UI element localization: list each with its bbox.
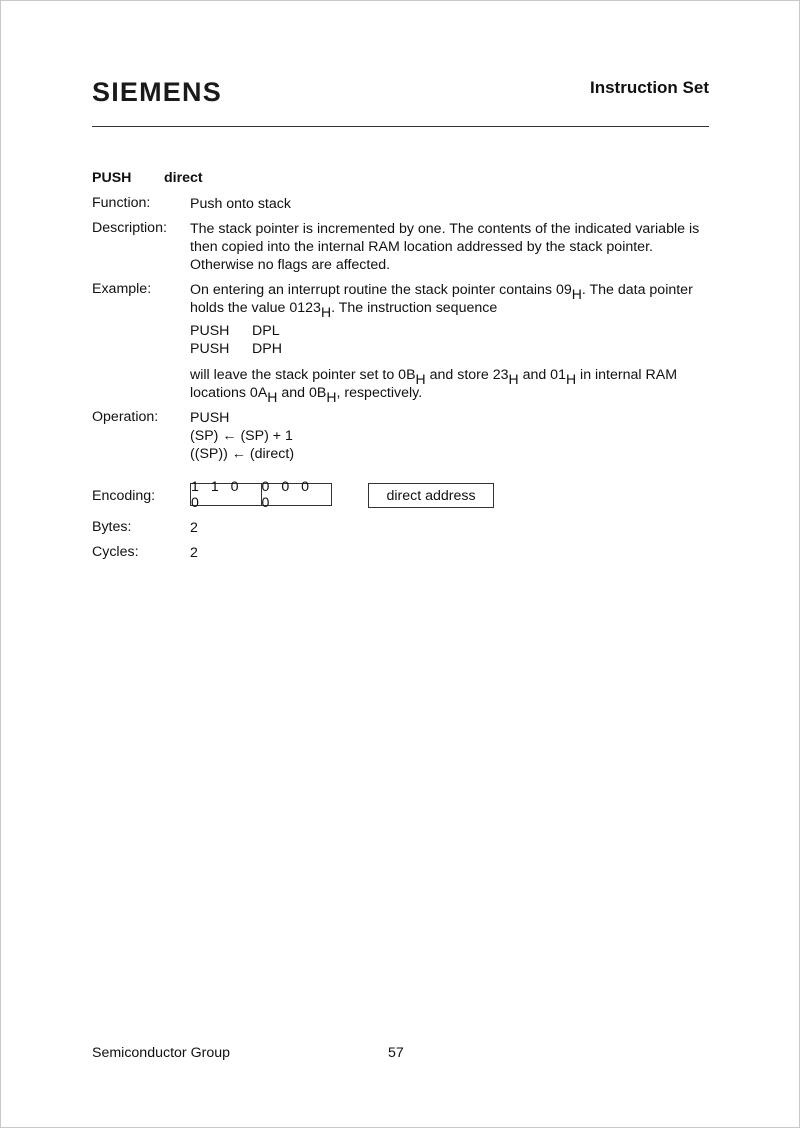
function-text: Push onto stack (190, 196, 291, 212)
encoding-label: Encoding: (92, 488, 156, 504)
header-divider (92, 126, 709, 127)
code-operand: DPH (252, 341, 282, 357)
example-intro (190, 281, 693, 320)
operation-line: ((SP)) ← (direct) (190, 446, 295, 462)
operation-line: (SP) ← (SP) + 1 (190, 428, 293, 444)
instruction-operand: direct (164, 170, 203, 186)
description-label: Description: (92, 220, 167, 236)
bytes-value: 2 (190, 520, 198, 536)
direct-address-box: direct address (368, 483, 494, 508)
example-intro-line: On entering an interrupt routine the stack pointer contains $09_H$. The data pointer (190, 282, 693, 302)
description-line: Otherwise no flags are affected. (190, 257, 391, 273)
code-line (190, 341, 282, 357)
footer-group-name: Semiconductor Group (92, 1045, 231, 1061)
description-line: then copied into the internal RAM location addressed by the stack pointer. (190, 239, 653, 255)
siemens-logo: SIEMENS (92, 77, 222, 107)
opcode-low-nibble: 0 0 0 0 (261, 484, 332, 505)
instruction-heading (92, 170, 203, 186)
code-mnemonic: PUSH (190, 341, 230, 357)
code-line (190, 323, 280, 339)
example-result-line: will leave the stack pointer set to $0B_H$ and store $23_H$ and $01_H$ in internal RAM (190, 367, 678, 387)
code-operand: DPL (252, 323, 280, 339)
example-label: Example: (92, 281, 152, 297)
cycles-value: 2 (190, 545, 198, 561)
example-intro-line: holds the value $0123_H$. The instruction sequence (190, 300, 498, 320)
operation-label: Operation: (92, 409, 159, 425)
section-title: Instruction Set (589, 78, 709, 97)
operation-line: PUSH (190, 410, 230, 426)
bytes-label: Bytes: (92, 519, 132, 535)
description-text (190, 220, 699, 274)
example-result-line: locations $0A_H$ and $0B_H$, respectively. (190, 385, 423, 405)
description-line: The stack pointer is incremented by one. The contents of the indicated variable is (190, 221, 700, 237)
cycles-label: Cycles: (92, 544, 139, 560)
operation-steps (190, 409, 294, 463)
opcode-high-nibble: 1 1 0 0 (191, 478, 243, 511)
page-number: 57 (388, 1045, 404, 1061)
instruction-mnemonic: PUSH (92, 170, 132, 186)
code-mnemonic: PUSH (190, 323, 230, 339)
function-label: Function: (92, 195, 151, 211)
example-result (190, 366, 678, 405)
opcode-encoding-box (190, 478, 332, 511)
